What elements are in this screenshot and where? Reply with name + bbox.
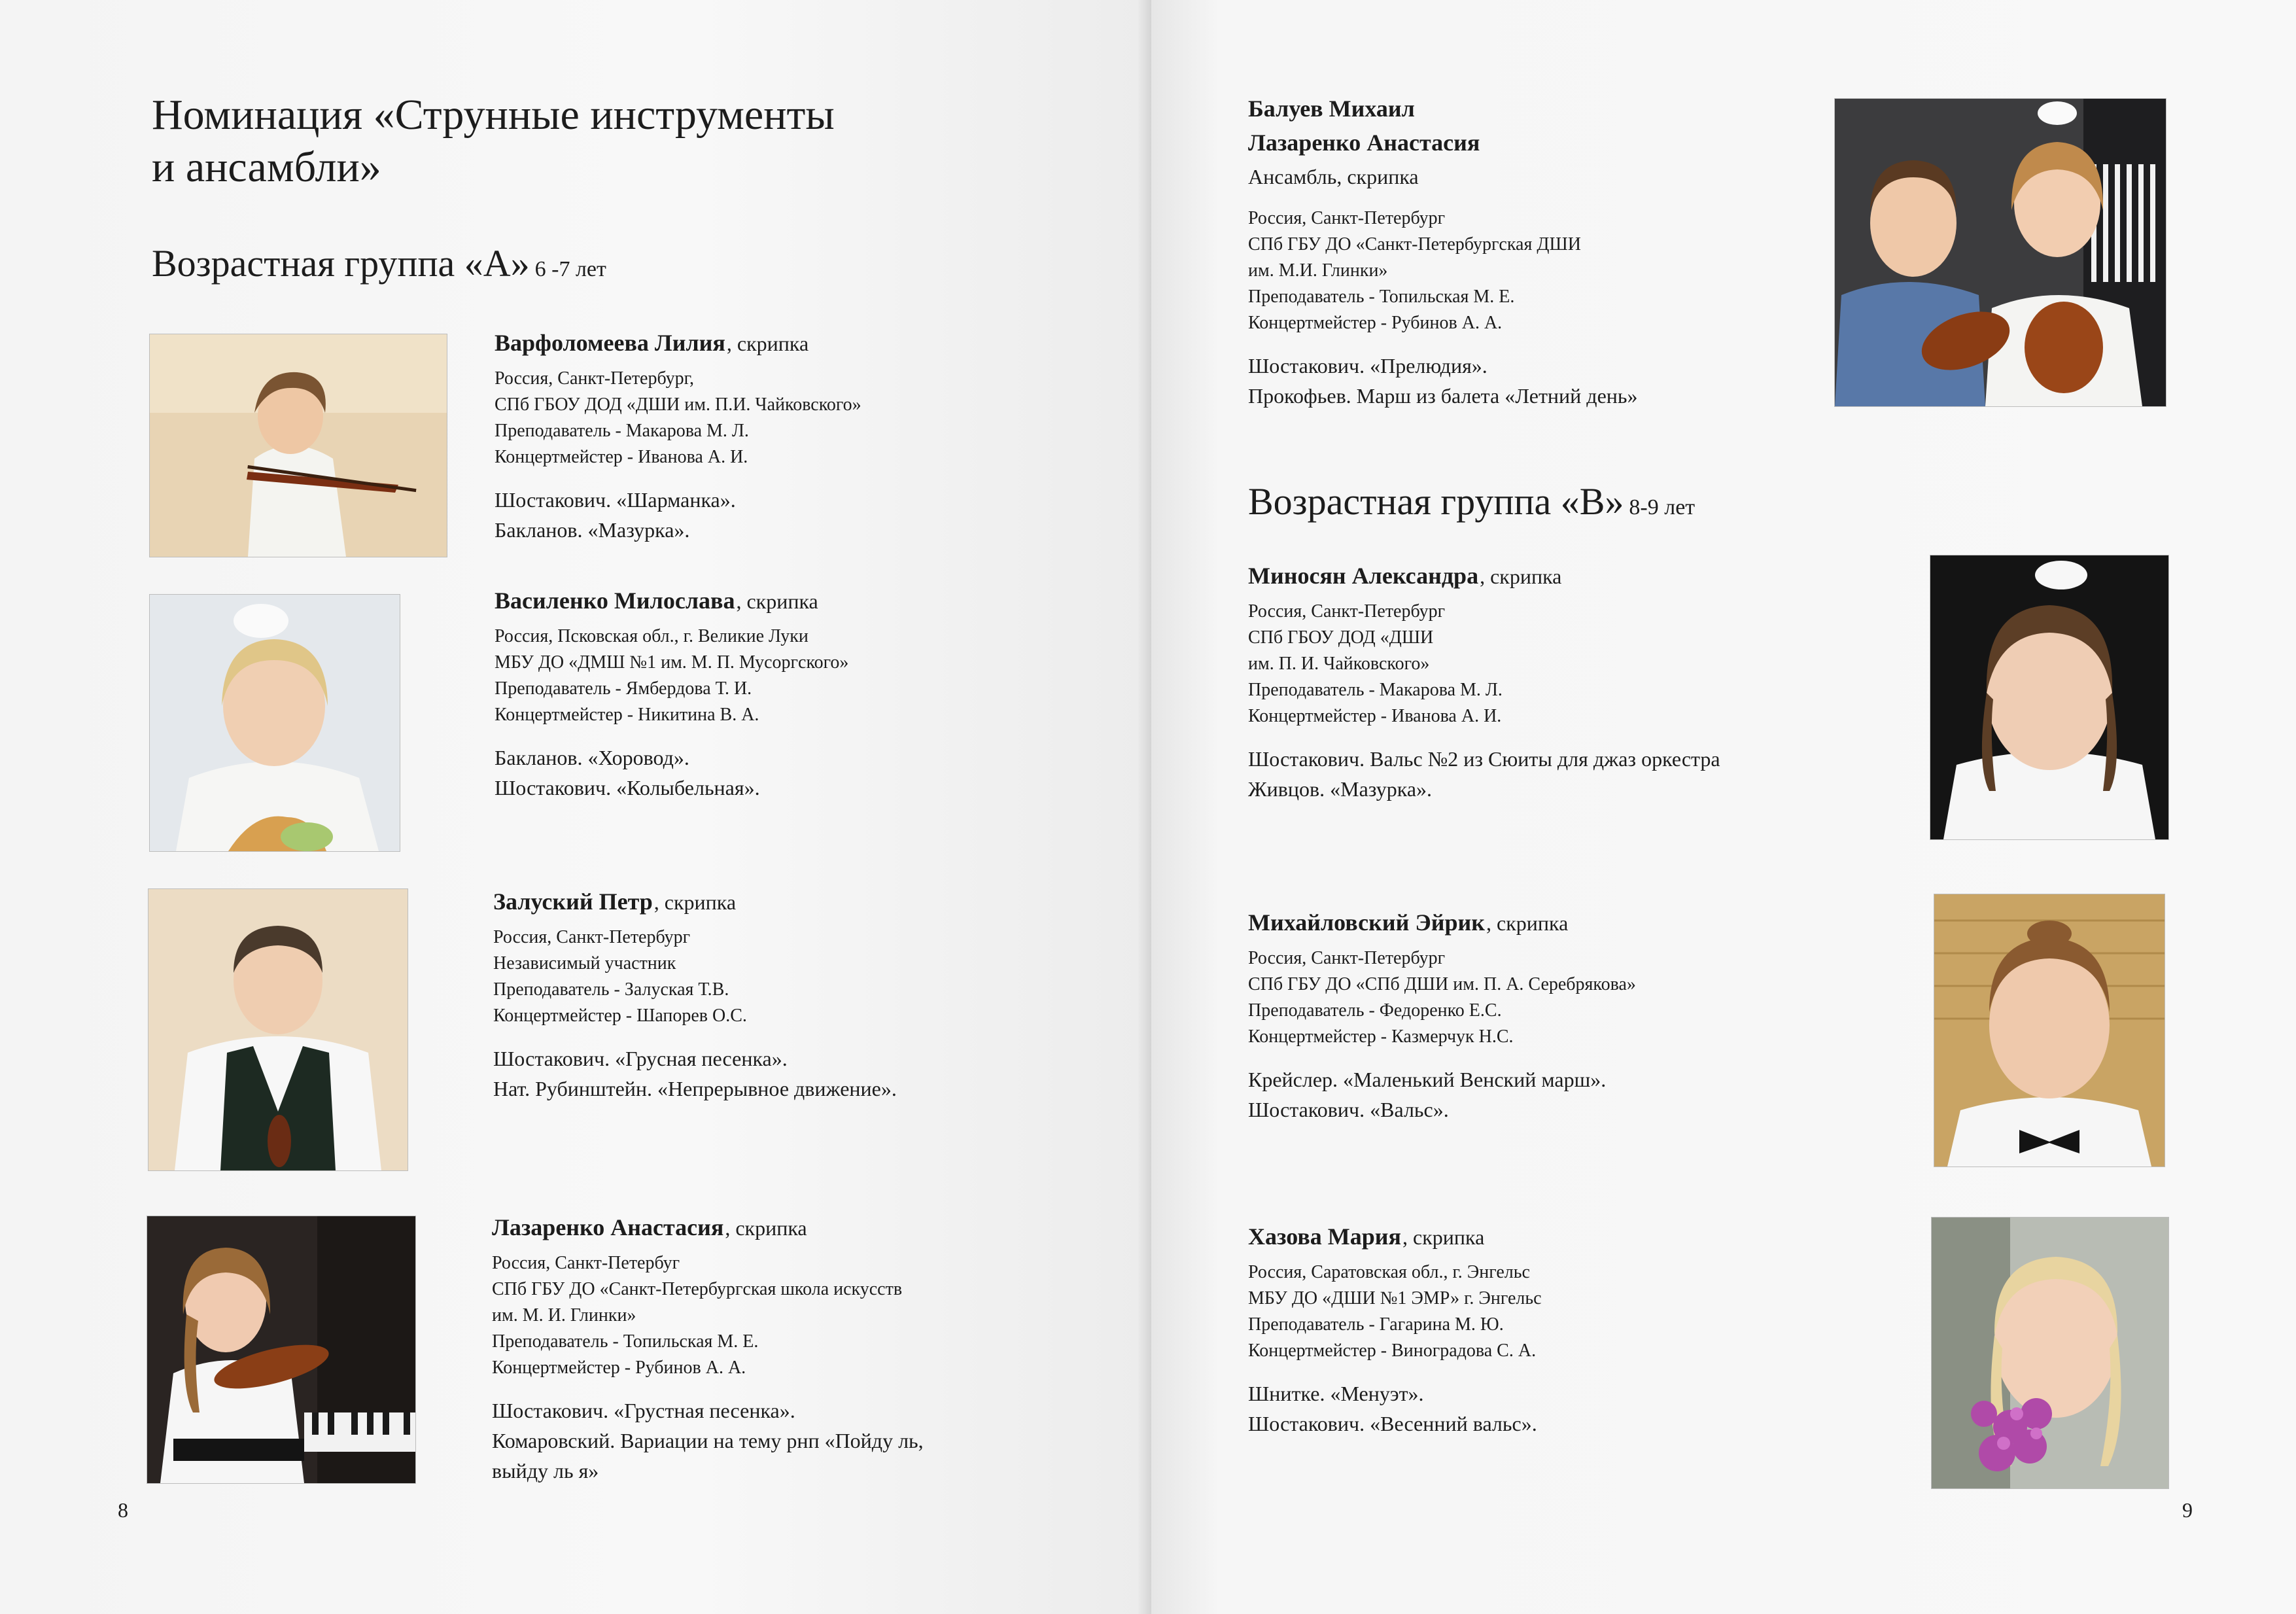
ensemble-names (1248, 92, 1837, 194)
instrument: , скрипка (653, 890, 737, 914)
participant-entry (1248, 1221, 1889, 1439)
participant-info: Россия, Санкт-Петербург СПб ГБУ ДО «СПб ДШИ им. П. А. Серебрякова» Преподаватель - Федоренко Е.С. Концертмейстер - Казмерчук Н.С. (1248, 948, 1636, 1047)
repertoire: Шостакович. «Грустная песенка». Комаровский. Вариации на тему рнп «Пойду ль, выйду ль я» (492, 1399, 924, 1482)
participant-name: Хазова Мария, скрипка (1248, 1223, 1485, 1250)
participant-entry (495, 585, 1109, 803)
age-group-b-title: Возрастная группа «В» 8-9 лет (1248, 480, 1696, 523)
participant-name: Залуский Петр, скрипка (493, 888, 737, 915)
repertoire: Шостакович. «Шарманка». Бакланов. «Мазурка». (495, 488, 736, 542)
participant-photo (1931, 1217, 2169, 1489)
participant-name: Василенко Милослава, скрипка (495, 588, 818, 614)
participant-photo (147, 1216, 416, 1484)
participant-entry (1248, 560, 1889, 804)
participant-entry (493, 886, 1108, 1104)
repertoire: Крейслер. «Маленький Венский марш». Шостакович. «Вальс». (1248, 1068, 1607, 1121)
participant-photo (149, 334, 447, 557)
participant-info: Россия, Санкт-Петербург СПб ГБУ ДО «Санкт-Петербургская ДШИ им. М.И. Глинки» Преподаватель - Топильская М. Е. Концертмейстер - Рубинов А. А. (1248, 208, 1581, 333)
participant-info: Россия, Санкт-Петербург Независимый участник Преподаватель - Залуская Т.В. Концертмейстер - Шапорев О.С. (493, 927, 747, 1026)
participant-info: Россия, Санкт-Петербург, СПб ГБОУ ДОД «ДШИ им. П.И. Чайковского» Преподаватель - Макарова М. Л. Концертмейстер - Иванова А. И. (495, 368, 861, 467)
age-range: 8-9 лет (1629, 495, 1696, 519)
ensemble-type: Ансамбль, скрипка (1248, 165, 1419, 188)
participant-photo (1934, 894, 2165, 1167)
participant-photo (149, 594, 400, 852)
participant-entry (492, 1212, 1120, 1486)
participant-name: Лазаренко Анастасия (1248, 130, 1480, 156)
repertoire: Шостакович. «Прелюдия». Прокофьев. Марш из балета «Летний день» (1248, 354, 1638, 408)
participant-info: Россия, Санкт-Петербург СПб ГБОУ ДОД «ДШИ им. П. И. Чайковского» Преподаватель - Макарова М. Л. Концертмейстер - Иванова А. И. (1248, 601, 1503, 726)
participant-name: Варфоломеева Лилия, скрипка (495, 330, 809, 356)
page-number: 9 (2182, 1498, 2193, 1522)
participant-name: Лазаренко Анастасия, скрипка (492, 1214, 807, 1240)
age-range: 6 -7 лет (534, 257, 606, 281)
age-group-a-title: Возрастная группа «А» 6 -7 лет (152, 242, 606, 285)
repertoire: Шостакович. «Грусная песенка». Нат. Рубинштейн. «Непрерывное движение». (493, 1047, 897, 1100)
participant-photo (148, 888, 408, 1171)
participant-entry (495, 327, 1109, 545)
repertoire: Шнитке. «Менуэт». Шостакович. «Весенний вальс». (1248, 1382, 1537, 1435)
page-number: 8 (118, 1498, 128, 1522)
ensemble-photo (1834, 98, 2166, 407)
repertoire: Бакланов. «Хоровод». Шостакович. «Колыбельная». (495, 746, 760, 799)
participant-info: Россия, Санкт-Петербуг СПб ГБУ ДО «Санкт-Петербургская школа искусств им. М. И. Глинки» Преподаватель - Топильская М. Е. Концертмейстер - Рубинов А. А. (492, 1253, 903, 1378)
participant-photo (1930, 555, 2169, 840)
participant-name: Миносян Александра, скрипка (1248, 563, 1562, 589)
nomination-title: Номинация «Струнные инструменты и ансамбли» (152, 91, 835, 191)
participant-name: Балуев Михаил (1248, 96, 1415, 122)
participant-name: Михайловский Эйрик, скрипка (1248, 909, 1569, 936)
right-page (1151, 0, 2296, 1614)
repertoire: Шостакович. Вальс №2 из Сюиты для джаз оркестра Живцов. «Мазурка». (1248, 747, 1720, 801)
instrument: , скрипка (726, 332, 809, 355)
instrument: , скрипка (725, 1216, 807, 1240)
ensemble-entry (1248, 92, 1837, 411)
participant-entry (1248, 907, 1889, 1125)
instrument: , скрипка (1480, 565, 1562, 588)
instrument: , скрипка (736, 589, 818, 613)
instrument: , скрипка (1402, 1225, 1485, 1249)
instrument: , скрипка (1486, 911, 1569, 935)
participant-info: Россия, Псковская обл., г. Великие Луки МБУ ДО «ДМШ №1 им. М. П. Мусоргского» Преподаватель - Ямбердова Т. И. Концертмейстер - Никитина В. А. (495, 626, 849, 725)
participant-info: Россия, Саратовская обл., г. Энгельс МБУ ДО «ДШИ №1 ЭМР» г. Энгельс Преподаватель - Гагарина М. Ю. Концертмейстер - Виноградова С. А. (1248, 1262, 1542, 1361)
